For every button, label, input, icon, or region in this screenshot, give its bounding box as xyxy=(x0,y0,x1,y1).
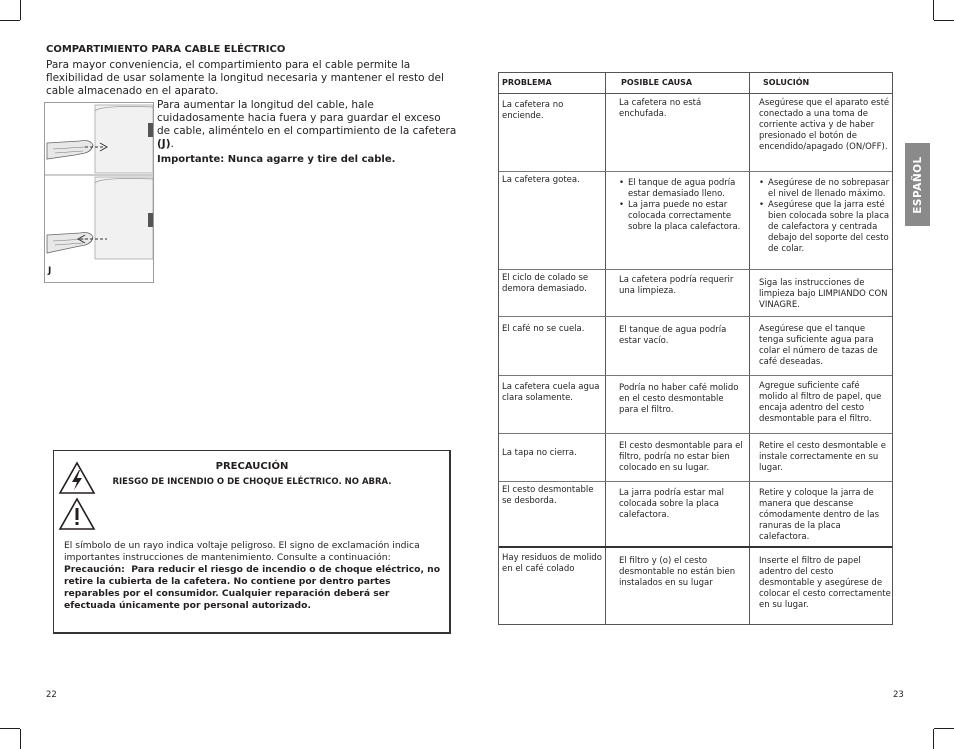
crop-mark xyxy=(0,728,20,729)
crop-mark xyxy=(933,0,934,20)
table-row xyxy=(499,548,892,624)
caution-title: PRECAUCIÓN xyxy=(215,461,289,472)
cord-illustration xyxy=(44,102,154,283)
problem-cell: La cafetera no enciende. xyxy=(502,100,564,121)
table-row xyxy=(499,270,892,317)
problem-cell: El café no se cuela. xyxy=(502,324,585,334)
precaution-text: Para reducir el riesgo de incendio o de choque eléctrico, no retire la cubierta de la cafetera. No contiene por dentro partes reparables por el consumidor. Cualquier reparación deberá ser efectuada únicamente por personal autorizado. xyxy=(64,564,441,611)
solution-cell: Siga las instrucciones de limpieza bajo LIMPIANDO CON VINAGRE. xyxy=(759,278,888,310)
solution-cell: Retire y coloque la jarra de manera que descanse cómodamente dentro de las ranuras de la placa calefactora. xyxy=(759,488,880,542)
table-row xyxy=(499,482,892,548)
cause-cell xyxy=(619,178,743,233)
cause-cell: La cafetera no está enchufada. xyxy=(619,98,702,119)
problem-cell: Hay residuos de molido en el café colado xyxy=(502,553,602,574)
section-intro: Para mayor conveniencia, el compartimiento para el cable permite la flexibilidad de usar solamente la longitud necesaria y mantener el resto del cable almacenado en el aparato. xyxy=(46,59,444,97)
solution-cell: Inserte el filtro de papel adentro del cesto desmontable y asegúrese de colocar el cesto correctamente en su lugar. xyxy=(759,556,891,610)
language-tab-label: ESPAÑOL xyxy=(911,155,924,214)
troubleshooting-table xyxy=(498,72,893,625)
table-row xyxy=(499,376,892,434)
header-cause: POSIBLE CAUSA xyxy=(621,78,693,87)
problem-cell: El ciclo de colado se demora demasiado. xyxy=(502,273,589,294)
page-number-left: 22 xyxy=(46,690,57,700)
precaution-label: Precaución: xyxy=(64,564,125,575)
solution-cell: Retire el cesto desmontable e instale correctamente en su lugar. xyxy=(759,441,886,473)
problem-cell: La cafetera gotea. xyxy=(502,175,580,185)
solution-cell: Asegúrese que el aparato esté conectado a una toma de corriente activa y de haber presionado el botón de encendido/apagado (ON/OFF). xyxy=(759,98,890,152)
solution-item: • Asegúrese que la jarra esté bien colocada sobre la placa de calefactora y centrada debajo del soporte del cesto de colar. xyxy=(759,200,891,255)
table-row xyxy=(499,317,892,376)
cause-cell: Podría no haber café molido en el cesto desmontable para el filtro. xyxy=(619,383,739,415)
solution-cell xyxy=(759,178,891,255)
crop-mark xyxy=(20,0,21,20)
header-solution: SOLUCIÓN xyxy=(763,78,810,87)
crop-mark xyxy=(0,20,20,21)
crop-mark xyxy=(933,729,934,749)
table-row xyxy=(499,172,892,270)
cause-cell: La jarra podría estar mal colocada sobre la placa calefactora. xyxy=(619,488,724,520)
symbols-explanation: El símbolo de un rayo indica voltaje peligroso. El signo de exclamación indica importantes instrucciones de mantenimiento. Consulte a continuación: xyxy=(64,540,420,563)
figure-label: J xyxy=(48,266,52,276)
cause-item: • El tanque de agua podría estar demasiado lleno. xyxy=(619,178,743,200)
cause-cell: El tanque de agua podría estar vacío. xyxy=(619,325,727,346)
table-row xyxy=(499,434,892,482)
cord-warning: Importante: Nunca agarre y tire del cable. xyxy=(157,154,396,165)
instruction-text: Para aumentar la longitud del cable, hale cuidadosamente hacia fuera y para guardar el exceso de cable, aliméntelo en el compartimiento de la cafetera xyxy=(157,99,457,137)
lightning-warning-icon xyxy=(58,461,96,495)
problem-cell: El cesto desmontable se desborda. xyxy=(502,485,594,506)
language-tab xyxy=(905,143,930,226)
section-title: COMPARTIMIENTO PARA CABLE ELÉCTRICO xyxy=(46,44,286,55)
figure-reference: (J) xyxy=(157,138,171,150)
exclamation-warning-icon xyxy=(58,497,96,531)
page-number-right: 23 xyxy=(893,690,904,700)
solution-cell: Agregue suficiente café molido al filtro de papel, que encaja adentro del cesto desmontable para el filtro. xyxy=(759,381,882,424)
problem-cell: La tapa no cierra. xyxy=(502,448,577,458)
solution-item: • Asegúrese de no sobrepasar el nivel de llenado máximo. xyxy=(759,178,891,200)
cause-cell: El cesto desmontable para el filtro, podría no estar bien colocado en su lugar. xyxy=(619,441,743,473)
table-header xyxy=(499,73,892,94)
caution-box xyxy=(53,450,451,634)
cause-item: • La jarra puede no estar colocada correctamente sobre la placa calefactora. xyxy=(619,200,743,233)
cause-cell: El filtro y (o) el cesto desmontable no están bien instalados en su lugar xyxy=(619,556,736,588)
crop-mark xyxy=(934,728,954,729)
crop-mark xyxy=(20,729,21,749)
cause-cell: La cafetera podría requerir una limpieza. xyxy=(619,275,734,296)
crop-mark xyxy=(934,20,954,21)
caution-subtitle: RIESGO DE INCENDIO O DE CHOQUE ELÉCTRICO. NO ABRA. xyxy=(112,477,392,487)
problem-cell: La cafetera cuela agua clara solamente. xyxy=(502,382,600,403)
caution-text xyxy=(64,540,444,612)
solution-cell: Asegúrese que el tanque tenga suficiente agua para colar el número de tazas de café deseadas. xyxy=(759,324,878,367)
table-row xyxy=(499,93,892,172)
cord-instructions: Para aumentar la longitud del cable, hale cuidadosamente hacia fuera y para guardar el exceso de cable, aliméntelo en el compartimiento de la cafetera (J). Importante: Nunca agarre y tire del cable. xyxy=(157,99,457,165)
header-problem: PROBLEMA xyxy=(502,78,552,87)
